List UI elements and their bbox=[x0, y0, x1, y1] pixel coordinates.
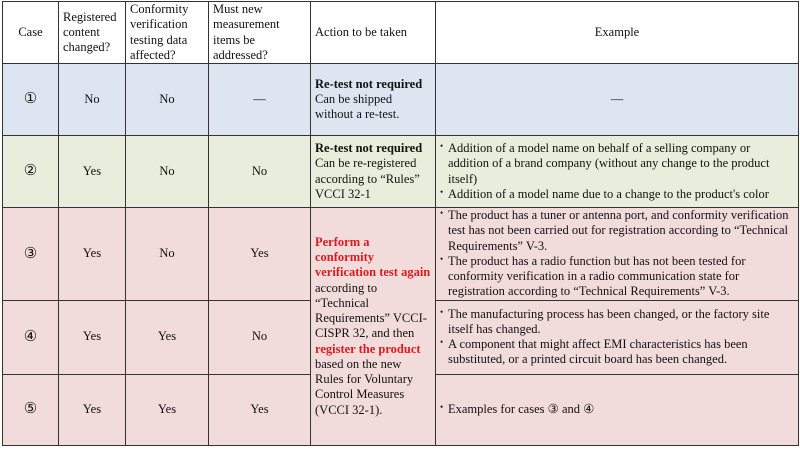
action-emphasis: register the product bbox=[315, 341, 421, 356]
action-text: based on the new Rules for Voluntary Control Measures (VCCI 32-1). bbox=[315, 356, 414, 417]
header-new-measurement: Must new measurement items be addressed? bbox=[209, 2, 311, 64]
case-number: ④ bbox=[3, 300, 59, 374]
example-item: • Examples for cases ③ and ④ bbox=[440, 402, 794, 417]
registered-changed-cell: Yes bbox=[59, 208, 126, 301]
conformity-affected-cell: No bbox=[126, 64, 209, 136]
example-cell bbox=[436, 374, 799, 445]
action-title: Re-test not required bbox=[315, 76, 423, 91]
example-item: • The manufacturing process has been changed, or the factory site itself has changed. bbox=[440, 307, 794, 338]
header-case: Case bbox=[3, 2, 59, 64]
action-text: Can be shipped without a re-test. bbox=[315, 91, 400, 122]
header-example: Example bbox=[436, 2, 799, 64]
action-cell bbox=[311, 136, 436, 208]
action-emphasis: Perform a conformity verification test again bbox=[315, 234, 431, 280]
table-row bbox=[3, 208, 799, 301]
conformity-affected-cell: No bbox=[126, 208, 209, 301]
header-action: Action to be taken bbox=[311, 2, 436, 64]
case-number: ⑤ bbox=[3, 374, 59, 445]
rules-table bbox=[2, 1, 799, 446]
example-cell bbox=[436, 208, 799, 301]
example-item: • The product has a radio function but has not been tested for conformity verification in a radio communication state for registration according to “Technical Requirements” V-3. bbox=[440, 254, 794, 300]
new-measurement-cell: Yes bbox=[209, 208, 311, 301]
header-conformity-affected: Conformity verification testing data affected? bbox=[126, 2, 209, 64]
case-number: ② bbox=[3, 136, 59, 208]
table-row bbox=[3, 64, 799, 136]
example-item: • Addition of a model name on behalf of a selling company or addition of a brand company (without any change to the product itself) bbox=[440, 141, 794, 187]
conformity-affected-cell: No bbox=[126, 136, 209, 208]
action-text: Can be re-registered according to “Rules” VCCI 32-1 bbox=[315, 156, 420, 201]
action-title: Re-test not required bbox=[315, 141, 423, 155]
conformity-affected-cell: Yes bbox=[126, 374, 209, 445]
example-item: • Addition of a model name due to a change to the product's color bbox=[440, 187, 794, 202]
table-row bbox=[3, 136, 799, 208]
conformity-affected-cell: Yes bbox=[126, 300, 209, 374]
registered-changed-cell: No bbox=[59, 64, 126, 136]
new-measurement-cell: No bbox=[209, 136, 311, 208]
new-measurement-cell: Yes bbox=[209, 374, 311, 445]
case-number: ③ bbox=[3, 208, 59, 301]
example-cell: — bbox=[436, 64, 799, 136]
case-number: ① bbox=[3, 64, 59, 136]
registered-changed-cell: Yes bbox=[59, 374, 126, 445]
example-cell bbox=[436, 136, 799, 208]
header-registered-changed: Registered content changed? bbox=[59, 2, 126, 64]
example-item: • A component that might affect EMI characteristics has been substituted, or a printed circuit board has been changed. bbox=[440, 337, 794, 368]
new-measurement-cell: No bbox=[209, 300, 311, 374]
merged-action-cell bbox=[311, 208, 436, 446]
header-row bbox=[3, 2, 799, 64]
example-cell bbox=[436, 300, 799, 374]
registered-changed-cell: Yes bbox=[59, 300, 126, 374]
example-item: • The product has a tuner or antenna port, and conformity verification test has not been carried out for registration according to “Technical Requirements” V-3. bbox=[440, 208, 794, 254]
action-cell bbox=[311, 64, 436, 136]
registered-changed-cell: Yes bbox=[59, 136, 126, 208]
new-measurement-cell: — bbox=[209, 64, 311, 136]
action-text: according to “Technical Requirements” VCCI-CISPR 32, and then bbox=[315, 280, 427, 341]
